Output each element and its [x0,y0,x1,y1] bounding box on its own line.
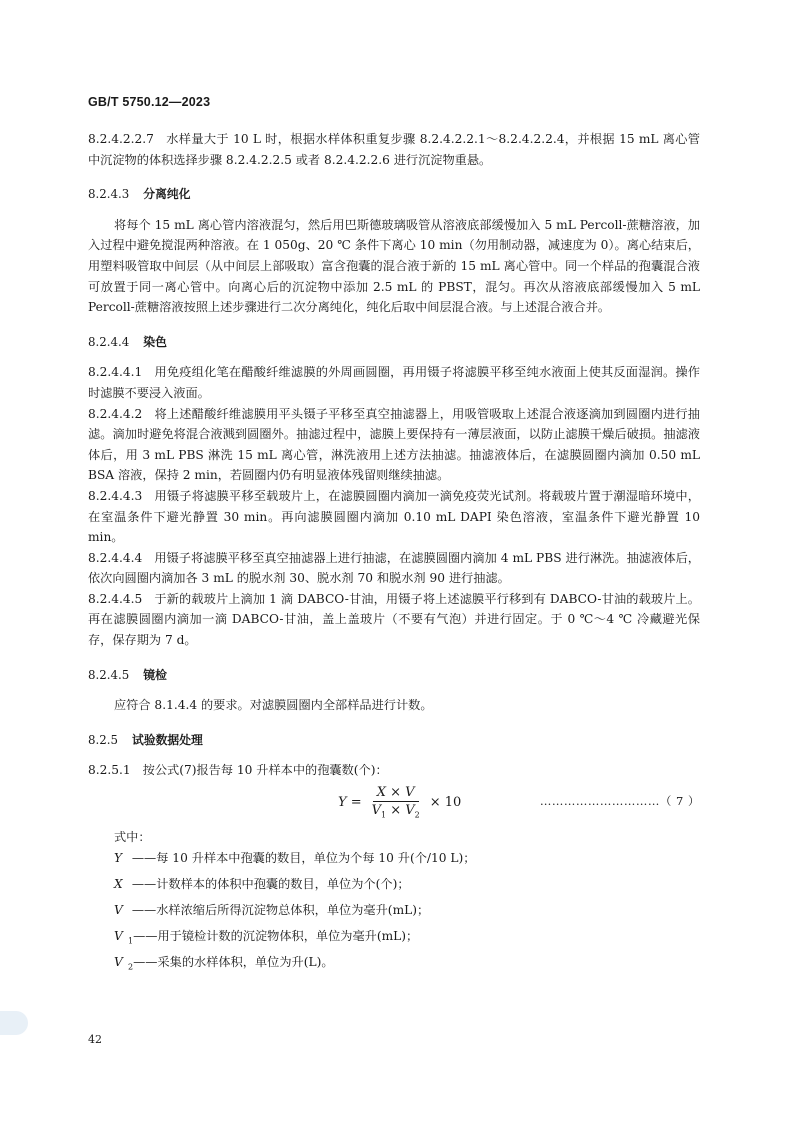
clause-8-2-4-4-2 [88,404,700,486]
paragraph-separation: 将每个 15 mL 离心管内溶液混匀，然后用巴斯德玻璃吸管从溶液底部缓慢加入 5 mL Percoll-蔗糖溶液，加入过程中避免搅混两种溶液。在 1 050g、20 ℃ 条件下离心 10 min（勿用制动器，减速度为 0）。离心结束后，用塑料吸管取中间层（从中间层上部吸取）富含孢囊的混合液于新的 15 mL 离心管中。同一个样品的孢囊混合液可放置于同一离心管中。向离心后的沉淀物中添加 2.5 mL 的 PBST，混匀。再次从溶液底部缓慢加入 5 mL Percoll-蔗糖溶液按照上述步骤进行二次分离纯化，纯化后取中间层混合液。与上述混合液合并。 [88,217,700,315]
heading-title: 试验数据处理 [132,732,203,747]
page-body [88,129,700,978]
where-desc: ——每 10 升样本中孢囊的数目，单位为个每 10 升(个/10 L)； [128,850,476,865]
clause-number: 8.2.4.4.4 [88,550,143,565]
clause-number: 8.2.5.1 [88,763,131,778]
where-var: X [114,876,123,891]
heading-title: 分离纯化 [143,187,191,202]
formula-number: …………………………（ 7 ） [539,794,700,809]
heading-number: 8.2.4.3 [88,187,130,202]
clause-8-2-4-4-3 [88,486,700,548]
formula-fraction [368,785,424,820]
formula-lhs: Y = [338,794,362,810]
where-var-sub: 2 [128,962,134,972]
clause-number: 8.2.4.4.5 [88,591,143,606]
standard-number: GB/T 5750.12—2023 [88,95,211,109]
where-desc: ——水样浓缩后所得沉淀物总体积，单位为毫升(mL)； [128,902,430,917]
where-desc: ——采集的水样体积，单位为升(L)。 [133,954,334,969]
where-item [88,926,700,952]
heading-8-2-5 [88,730,700,751]
heading-title: 镜检 [143,667,167,682]
clause-number: 8.2.4.2.2.7 [88,132,154,146]
where-var-sub: 1 [128,936,134,946]
where-var: V [114,902,123,917]
heading-8-2-4-4 [88,332,700,353]
denominator-var-b: V [405,803,415,819]
clause-number: 8.2.4.4.2 [88,406,143,421]
clause-text: 水样量大于 10 L 时，根据水样体积重复步骤 8.2.4.2.2.1～8.2.4.2.2.4，并根据 15 mL 离心管中沉淀物的体积选择步骤 8.2.4.2.2.5 或者 8.2.4.2.2.6 进行沉淀物重悬。 [88,132,700,167]
formula-denominator [368,802,424,820]
denominator-times: × [386,803,406,819]
clause-8-2-4-2-2-7 [88,129,700,170]
clause-text: 于新的载玻片上滴加 1 滴 DABCO-甘油，用镊子将上述滤膜平行移到有 DABCO-甘油的载玻片上。再在滤膜圆圈内滴加一滴 DABCO-甘油，盖上盖玻片（不要有气泡）并进行固定。于 0 ℃～4 ℃ 冷藏避光保存，保存期为 7 d。 [88,591,700,648]
where-item [88,900,700,926]
clause-number: 8.2.4.4.3 [88,488,143,503]
denominator-sub-b: 2 [414,810,420,820]
where-desc: ——用于镜检计数的沉淀物体积，单位为毫升(mL)； [133,928,419,943]
clause-number: 8.2.4.4.1 [88,365,143,380]
page-number: 42 [88,1033,102,1046]
formula-7 [88,783,700,821]
where-item [88,874,700,900]
clause-text: 用免疫组化笔在醋酸纤维滤膜的外周画圆圈，再用镊子将滤膜平移至纯水液面上使其反面湿润。操作时滤膜不要浸入液面。 [88,365,700,400]
clause-text: 用镊子将滤膜平移至载玻片上，在滤膜圆圈内滴加一滴免疫荧光试剂。将载玻片置于潮湿暗环境中，在室温条件下避光静置 30 min。再向滤膜圆圈内滴加 0.10 mL DAPI 染色溶液，室温条件下避光静置 10 min。 [88,488,700,545]
paragraph-microscopy: 应符合 8.1.4.4 的要求。对滤膜圆圈内全部样品进行计数。 [114,698,433,713]
where-item [88,848,700,874]
sac-watermark-logo [0,1011,28,1035]
where-var: Y [114,850,123,865]
heading-number: 8.2.5 [88,732,119,747]
heading-8-2-4-5 [88,665,700,686]
heading-number: 8.2.4.4 [88,334,130,349]
clause-text: 按公式(7)报告每 10 升样本中的孢囊数(个)： [142,763,388,778]
clause-text: 用镊子将滤膜平移至真空抽滤器上进行抽滤，在滤膜圆圈内滴加 4 mL PBS 进行淋洗。抽滤液体后，依次向圆圈内滴加各 3 mL 的脱水剂 30、脱水剂 70 和脱水剂 90 进行抽滤。 [88,550,700,586]
denominator-var-a: V [371,803,381,819]
heading-8-2-4-3 [88,184,700,205]
clause-8-2-4-4-4 [88,548,700,589]
clause-8-2-5-1 [88,760,700,781]
clause-8-2-4-4-5 [88,589,700,651]
clause-text: 将上述醋酸纤维滤膜用平头镊子平移至真空抽滤器上，用吸管吸取上述混合液逐滴加到圆圈内进行抽滤。滴加时避免将混合液溅到圆圈外。抽滤过程中，滤膜上要保持有一薄层液面，以防止滤膜干燥后破损。抽滤液体后，用 3 mL PBS 淋洗 15 mL 离心管，淋洗液用上述方法抽滤。抽滤液体后，在滤膜圆圈内滴加 0.50 mL BSA 溶液，保持 2 min，若圆圈内仍有明显液体残留则继续抽滤。 [88,406,700,483]
where-title: 式中： [114,830,151,845]
heading-number: 8.2.4.5 [88,667,130,682]
formula-numerator: X × V [373,785,419,802]
where-var: V [114,954,123,969]
where-desc: ——计数样本的体积中孢囊的数目，单位为个(个)； [128,876,410,891]
where-var: V [114,928,123,943]
formula-expression [338,785,461,820]
formula-rhs: × 10 [429,794,462,810]
heading-title: 染色 [143,334,167,349]
denominator-sub-a: 1 [381,810,387,820]
clause-8-2-4-4-1 [88,362,700,403]
where-item [88,952,700,978]
